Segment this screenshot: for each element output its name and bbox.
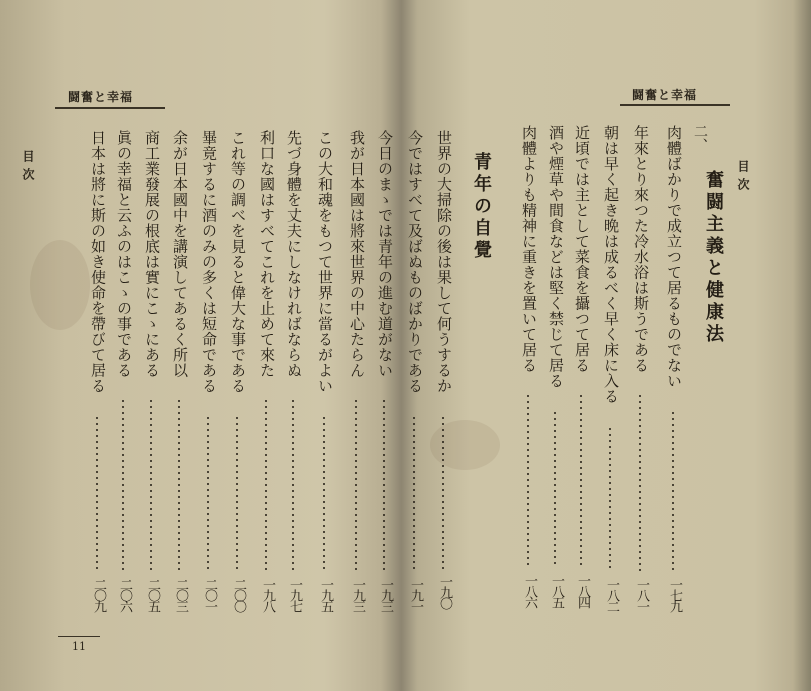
section-marker: 二、 [692,124,708,152]
toc-leader-dots [580,393,582,568]
toc-entry-title: 今ではすべて及ばぬものばかりである [406,130,424,394]
paper-stain [430,420,500,470]
toc-page-number: 一八六 [522,574,537,607]
header-rule-right [620,104,730,106]
folio-rule-left [58,636,100,637]
toc-entry-title: 畢竟するに酒のみの多くは短命である [200,130,218,394]
toc-page-number: 二〇六 [117,578,132,611]
toc-page-number: 一九〇 [437,575,452,608]
toc-page-number: 一八一 [634,578,649,611]
toc-page-number: 一九三 [350,578,365,611]
toc-leader-dots [323,415,325,573]
toc-leader-dots [609,426,611,572]
toc-entry-title: 今日のまゝでは青年の進む道がない [376,130,394,378]
toc-entry-title: 先づ身體を丈夫にしなければならぬ [285,130,303,378]
toc-leader-dots [96,415,98,573]
toc-page-number: 二〇五 [145,578,160,611]
toc-leader-dots [292,398,294,572]
side-label-left: 目次 [21,150,35,186]
toc-page-number: 二〇〇 [231,578,246,611]
toc-entry-title: 酒や煙草や間食などは堅く禁じて居る [547,125,565,389]
header-rule-left [55,107,165,109]
toc-entry-title: 肉體よりも精神に重きを置いて居る [520,125,538,373]
toc-leader-dots [527,393,529,568]
side-label-right: 目次 [736,160,750,196]
toc-page-number: 一九七 [287,578,302,611]
paper-stain [30,240,90,330]
toc-entry-title: 商工業發展の根底は實にこゝにある [143,130,161,378]
toc-entry-title: 朝は早く起き晩は成るべく早く床に入る [602,125,620,404]
toc-page-number: 二〇一 [202,578,217,611]
toc-entry-title: 日本は將に斯の如き使命を帶びて居る [89,130,107,394]
toc-leader-dots [236,415,238,573]
toc-entry-title: これ等の調べを見ると偉大な事である [229,130,247,394]
toc-leader-dots [355,398,357,572]
page-edge-shadow [793,0,811,691]
running-header-right: 闘奮と幸福 [632,88,698,102]
toc-leader-dots [150,398,152,572]
toc-page-number: 一九三 [378,578,393,611]
toc-page-number: 一九一 [408,578,423,611]
toc-entry-title: 近頃では主として菜食を攝つて居る [573,125,591,373]
page-number-left: 11 [72,640,86,653]
toc-entry-title: 肉體ばかりで成立つて居るものでない [665,125,683,389]
toc-page-number: 一九八 [260,578,275,611]
toc-leader-dots [554,410,556,569]
toc-entry-title: 利口な國はすべてこれを止めて來た [258,130,276,378]
toc-page-number: 二〇九 [91,578,106,611]
toc-entry-title: 余が日本國中を講演してあるく所以 [171,130,189,378]
toc-page-number: 二〇三 [173,578,188,611]
toc-leader-dots [383,398,385,572]
toc-leader-dots [639,393,641,572]
toc-leader-dots [265,398,267,572]
toc-entry-title: 世界の大掃除の後は果して何うするか [435,130,453,394]
toc-page-number: 一七九 [667,578,682,611]
toc-leader-dots [442,415,444,570]
toc-page-number: 一八四 [575,574,590,607]
toc-leader-dots [413,415,415,573]
toc-entry-title: 我が日本國は將來世界の中心たらん [348,130,366,378]
toc-leader-dots [122,398,124,572]
toc-leader-dots [207,415,209,573]
toc-leader-dots [672,410,674,573]
section-title-right: 奮闘主義と健康法 [703,170,724,346]
toc-page-number: 一八二 [604,578,619,611]
section-title-left: 青年の自覺 [471,152,492,262]
toc-page-number: 一九五 [318,578,333,611]
toc-page-number: 一八五 [549,574,564,607]
toc-entry-title: 年來とり來つた冷水浴は斯うである [632,125,650,373]
toc-leader-dots [178,398,180,572]
running-header-left: 闘奮と幸福 [68,90,134,104]
toc-entry-title: 眞の幸福と云ふのはこゝの事である [115,130,133,378]
toc-entry-title: この大和魂をもつて世界に當るがよい [316,130,334,394]
